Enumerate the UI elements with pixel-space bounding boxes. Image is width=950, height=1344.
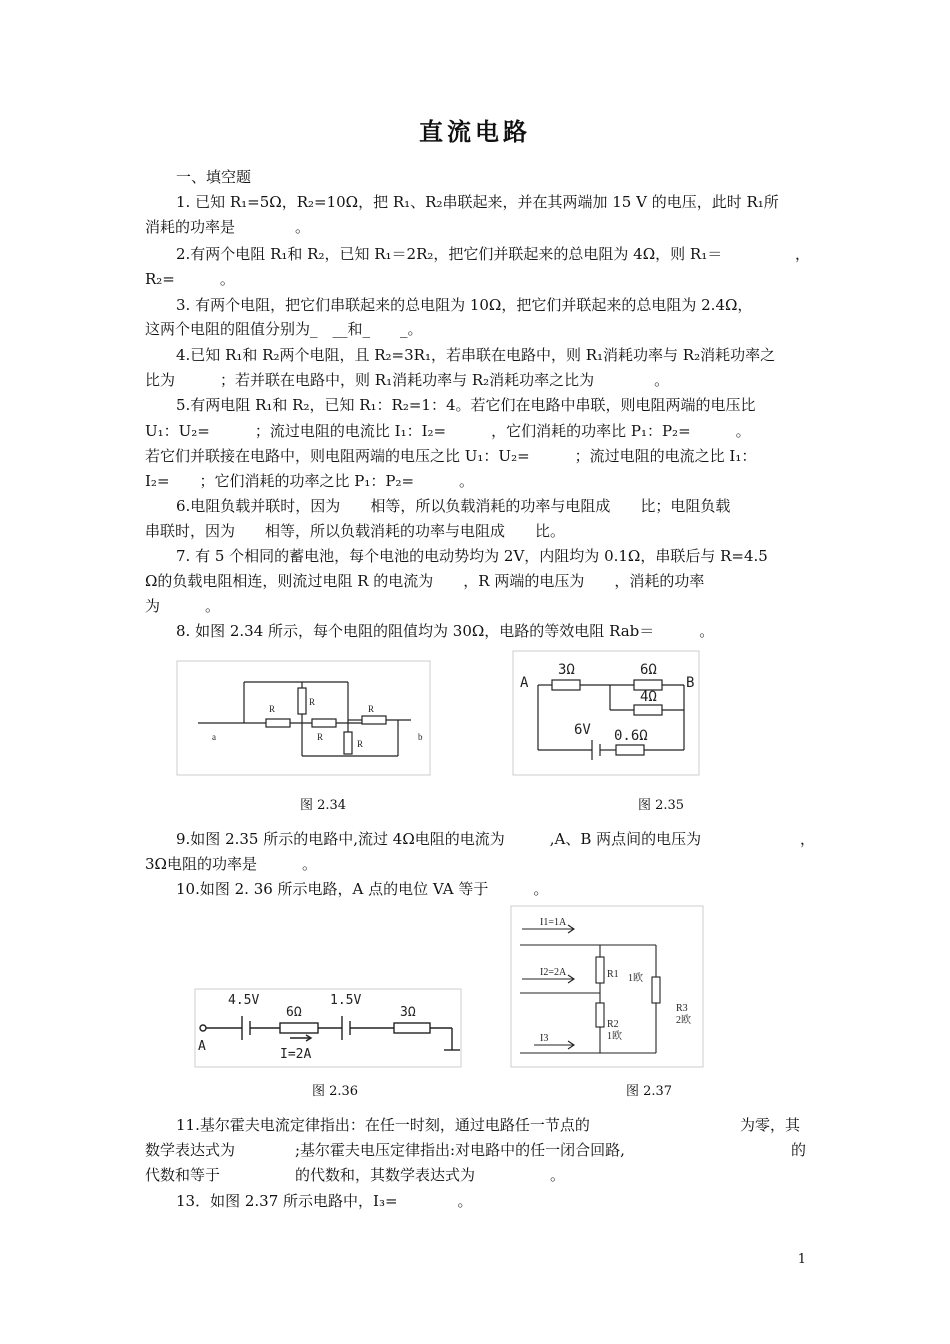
q11-line1-end: 为零，其 — [740, 1116, 801, 1134]
fig234-label-b: b — [418, 732, 423, 742]
q11-line1: 11.基尔霍夫电流定律指出：在任一时刻，通过电路任一节点的 — [176, 1116, 590, 1134]
q10-line1: 10.如图 2. 36 所示电路，A 点的电位 VA 等于 。 — [176, 880, 549, 898]
fig235-label-6v: 6V — [574, 722, 591, 738]
fig237-label-i1: I1=1A — [540, 917, 567, 928]
q4-line1: 4.已知 R₁和 R₂两个电阻，且 R₂=3R₁，若串联在电路中，则 R₁消耗功率与 R₂消耗功率之 — [176, 346, 776, 364]
fig234-label-r3: R — [317, 732, 324, 742]
figure-2-36-caption: 图 2.36 — [312, 1084, 359, 1099]
q3-line1: 3. 有两个电阻，把它们串联起来的总电阻为 10Ω，把它们并联起来的总电阻为 2.4Ω， — [176, 296, 753, 314]
q4-line2: 比为 ；若并联在电路中，则 R₁消耗功率与 R₂消耗功率之比为 。 — [145, 371, 670, 389]
figure-2-37 — [510, 905, 704, 1068]
q3-line2: 这两个电阻的阻值分别为_ __和_ _。 — [145, 320, 423, 338]
page-number: 1 — [797, 1252, 806, 1267]
figure-2-35-caption: 图 2.35 — [638, 798, 685, 813]
figure-2-37-caption: 图 2.37 — [626, 1084, 673, 1099]
q11-line2: 数学表达式为 ;基尔霍夫电压定律指出:对电路中的任一闭合回路, — [145, 1141, 625, 1159]
fig236-label-a: A — [198, 1039, 206, 1054]
fig235-label-a: A — [520, 675, 529, 691]
q5-line1: 5.有两电阻 R₁和 R₂，已知 R₁：R₂=1：4。若它们在电路中串联，则电阻两端的电压比 — [176, 396, 756, 414]
q13-line1: 13．如图 2.37 所示电路中，I₃= 。 — [176, 1192, 473, 1210]
q5-line3: 若它们并联接在电路中，则电阻两端的电压之比 U₁：U₂= ；流过电阻的电流之比 I₁： — [145, 447, 757, 465]
figure-2-36 — [194, 988, 462, 1068]
fig235-label-3ohm: 3Ω — [558, 662, 575, 678]
q6-line1: 6.电阻负载并联时，因为 相等，所以负载消耗的功率与电阻成 比；电阻负载 — [176, 497, 731, 515]
fig236-label-6ohm: 6Ω — [286, 1005, 302, 1020]
q1-line1: 1. 已知 R₁=5Ω，R₂=10Ω，把 R₁、R₂串联起来，并在其两端加 15 V 的电压，此时 R₁所 — [176, 193, 779, 211]
q2-line1: 2.有两个电阻 R₁和 R₂，已知 R₁＝2R₂，把它们并联起来的总电阻为 4Ω，则 R₁＝ — [176, 245, 723, 263]
fig235-label-4ohm: 4Ω — [640, 689, 657, 705]
fig237-label-r2: R2 — [607, 1019, 619, 1030]
q11-line2-end: 的 — [791, 1141, 807, 1159]
q7-line3: 为 。 — [145, 597, 221, 615]
q7-line2: Ω的负载电阻相连，则流过电阻 R 的电流为 ，R 两端的电压为 ，消耗的功率 — [145, 572, 705, 590]
q5-line2: U₁：U₂= ；流过电阻的电流比 I₁：I₂= ，它们消耗的功率比 P₁：P₂= 。 — [145, 422, 751, 440]
fig237-label-i3: I3 — [540, 1033, 549, 1044]
fig235-label-b: B — [686, 675, 695, 691]
fig236-label-45v: 4.5V — [228, 993, 260, 1008]
q8-line1: 8. 如图 2.34 所示，每个电阻的阻值均为 30Ω，电路的等效电阻 Rab＝ 。 — [176, 622, 715, 640]
figure-2-35 — [512, 650, 700, 776]
page-title: 直流电路 — [419, 118, 531, 146]
q2-comma: ， — [795, 245, 811, 263]
q6-line2: 串联时，因为 相等，所以负载消耗的功率与电阻成 比。 — [145, 522, 566, 540]
fig235-label-6ohm: 6Ω — [640, 662, 657, 678]
fig234-label-r1: R — [269, 704, 276, 714]
q7-line1: 7. 有 5 个相同的蓄电池，每个电池的电动势均为 2V，内阻均为 0.1Ω，串联后与 R=4.5 — [176, 547, 768, 565]
fig236-label-i: I=2A — [280, 1047, 312, 1062]
fig236-label-3ohm: 3Ω — [400, 1005, 416, 1020]
section-heading: 一、填空题 — [176, 168, 252, 186]
figure-2-34-caption: 图 2.34 — [300, 798, 347, 813]
figure-2-34 — [176, 660, 431, 776]
fig234-label-r5: R — [357, 739, 364, 749]
q9-line2: 3Ω电阻的功率是 。 — [145, 855, 317, 873]
q11-line3: 代数和等于 的代数和，其数学表达式为 。 — [145, 1166, 566, 1184]
fig237-label-r3: R3 — [676, 1003, 688, 1014]
fig237-label-r1-value: 1欧 — [628, 973, 643, 984]
fig237-label-r3-value: 2欧 — [676, 1015, 691, 1026]
q5-line4: I₂= ；它们消耗的功率之比 P₁：P₂= 。 — [145, 472, 475, 490]
q2-line2: R₂= 。 — [145, 270, 235, 288]
fig235-label-06ohm: 0.6Ω — [614, 728, 648, 744]
fig237-label-r1: R1 — [607, 969, 619, 980]
fig236-label-15v: 1.5V — [330, 993, 362, 1008]
fig234-label-r2: R — [309, 697, 316, 707]
fig237-label-r2-value: 1欧 — [607, 1031, 622, 1042]
q9-line1: 9.如图 2.35 所示的电路中,流过 4Ω电阻的电流为 ,A、B 两点间的电压为 — [176, 830, 702, 848]
q9-comma: ， — [800, 830, 816, 848]
fig237-label-i2: I2=2A — [540, 967, 567, 978]
fig234-label-a: a — [212, 732, 216, 742]
q1-line2: 消耗的功率是 。 — [145, 218, 311, 236]
fig234-label-r4: R — [368, 704, 375, 714]
